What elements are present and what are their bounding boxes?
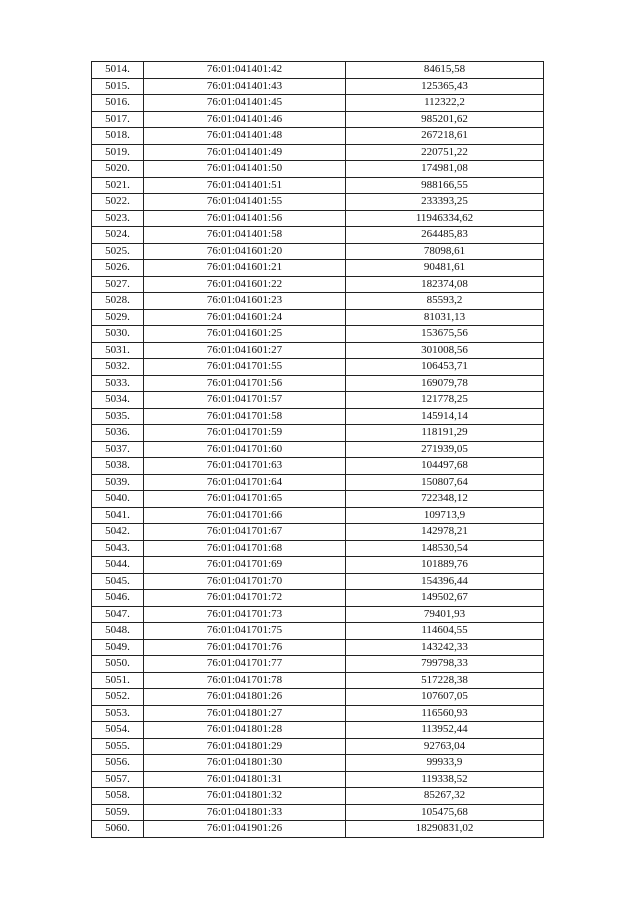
value-cell: 149502,67 (346, 590, 544, 607)
value-cell: 142978,21 (346, 524, 544, 541)
table-row (92, 540, 544, 557)
row-number-cell: 5047. (92, 606, 144, 623)
row-number-cell: 5041. (92, 507, 144, 524)
cadastral-number-cell: 76:01:041601:22 (144, 276, 346, 293)
row-number-cell: 5050. (92, 656, 144, 673)
value-cell: 79401,93 (346, 606, 544, 623)
row-number-cell: 5048. (92, 623, 144, 640)
cadastral-value-table (91, 61, 544, 838)
table-row (92, 78, 544, 95)
cadastral-number-cell: 76:01:041701:75 (144, 623, 346, 640)
cadastral-number-cell: 76:01:041401:51 (144, 177, 346, 194)
row-number-cell: 5043. (92, 540, 144, 557)
row-number-cell: 5021. (92, 177, 144, 194)
table-row (92, 62, 544, 79)
table-row (92, 177, 544, 194)
value-cell: 112322,2 (346, 95, 544, 112)
cadastral-number-cell: 76:01:041701:57 (144, 392, 346, 409)
table-row (92, 111, 544, 128)
table-row (92, 243, 544, 260)
value-cell: 119338,52 (346, 771, 544, 788)
cadastral-number-cell: 76:01:041701:64 (144, 474, 346, 491)
value-cell: 988166,55 (346, 177, 544, 194)
value-cell: 174981,08 (346, 161, 544, 178)
table-row (92, 606, 544, 623)
value-cell: 799798,33 (346, 656, 544, 673)
table-row (92, 738, 544, 755)
value-cell: 92763,04 (346, 738, 544, 755)
row-number-cell: 5038. (92, 458, 144, 475)
row-number-cell: 5028. (92, 293, 144, 310)
value-cell: 11946334,62 (346, 210, 544, 227)
row-number-cell: 5044. (92, 557, 144, 574)
value-cell: 85593,2 (346, 293, 544, 310)
table-row (92, 375, 544, 392)
table-row (92, 425, 544, 442)
value-cell: 84615,58 (346, 62, 544, 79)
cadastral-number-cell: 76:01:041801:32 (144, 788, 346, 805)
table-row (92, 276, 544, 293)
row-number-cell: 5055. (92, 738, 144, 755)
value-cell: 145914,14 (346, 408, 544, 425)
table-row (92, 557, 544, 574)
value-cell: 722348,12 (346, 491, 544, 508)
value-cell: 271939,05 (346, 441, 544, 458)
row-number-cell: 5016. (92, 95, 144, 112)
cadastral-number-cell: 76:01:041701:66 (144, 507, 346, 524)
row-number-cell: 5027. (92, 276, 144, 293)
value-cell: 114604,55 (346, 623, 544, 640)
cadastral-number-cell: 76:01:041801:26 (144, 689, 346, 706)
table-row (92, 507, 544, 524)
value-cell: 233393,25 (346, 194, 544, 211)
cadastral-number-cell: 76:01:041801:33 (144, 804, 346, 821)
table-row (92, 590, 544, 607)
row-number-cell: 5030. (92, 326, 144, 343)
cadastral-number-cell: 76:01:041401:49 (144, 144, 346, 161)
cadastral-number-cell: 76:01:041701:58 (144, 408, 346, 425)
row-number-cell: 5022. (92, 194, 144, 211)
table-row (92, 342, 544, 359)
value-cell: 148530,54 (346, 540, 544, 557)
value-cell: 106453,71 (346, 359, 544, 376)
table-row (92, 771, 544, 788)
value-cell: 81031,13 (346, 309, 544, 326)
cadastral-number-cell: 76:01:041701:65 (144, 491, 346, 508)
value-cell: 985201,62 (346, 111, 544, 128)
table-row (92, 293, 544, 310)
row-number-cell: 5015. (92, 78, 144, 95)
table-row (92, 260, 544, 277)
cadastral-number-cell: 76:01:041401:58 (144, 227, 346, 244)
row-number-cell: 5058. (92, 788, 144, 805)
cadastral-number-cell: 76:01:041401:46 (144, 111, 346, 128)
value-cell: 105475,68 (346, 804, 544, 821)
row-number-cell: 5052. (92, 689, 144, 706)
table-row (92, 689, 544, 706)
table-row (92, 359, 544, 376)
value-cell: 116560,93 (346, 705, 544, 722)
value-cell: 101889,76 (346, 557, 544, 574)
value-cell: 121778,25 (346, 392, 544, 409)
cadastral-number-cell: 76:01:041401:45 (144, 95, 346, 112)
table-row (92, 491, 544, 508)
value-cell: 99933,9 (346, 755, 544, 772)
cadastral-number-cell: 76:01:041701:77 (144, 656, 346, 673)
row-number-cell: 5019. (92, 144, 144, 161)
table-row (92, 441, 544, 458)
table-row (92, 804, 544, 821)
table-row (92, 210, 544, 227)
cadastral-number-cell: 76:01:041701:68 (144, 540, 346, 557)
value-cell: 220751,22 (346, 144, 544, 161)
row-number-cell: 5054. (92, 722, 144, 739)
row-number-cell: 5049. (92, 639, 144, 656)
table-row (92, 458, 544, 475)
row-number-cell: 5034. (92, 392, 144, 409)
cadastral-number-cell: 76:01:041701:56 (144, 375, 346, 392)
table-row (92, 144, 544, 161)
value-cell: 150807,64 (346, 474, 544, 491)
value-cell: 264485,83 (346, 227, 544, 244)
cadastral-number-cell: 76:01:041701:69 (144, 557, 346, 574)
value-cell: 125365,43 (346, 78, 544, 95)
table-row (92, 408, 544, 425)
table-row (92, 309, 544, 326)
row-number-cell: 5033. (92, 375, 144, 392)
cadastral-number-cell: 76:01:041601:27 (144, 342, 346, 359)
value-cell: 301008,56 (346, 342, 544, 359)
value-cell: 104497,68 (346, 458, 544, 475)
cadastral-number-cell: 76:01:041801:29 (144, 738, 346, 755)
cadastral-number-cell: 76:01:041401:50 (144, 161, 346, 178)
value-cell: 18290831,02 (346, 821, 544, 838)
row-number-cell: 5056. (92, 755, 144, 772)
value-cell: 107607,05 (346, 689, 544, 706)
cadastral-number-cell: 76:01:041601:25 (144, 326, 346, 343)
value-cell: 153675,56 (346, 326, 544, 343)
value-cell: 78098,61 (346, 243, 544, 260)
row-number-cell: 5053. (92, 705, 144, 722)
cadastral-number-cell: 76:01:041701:55 (144, 359, 346, 376)
table-row (92, 656, 544, 673)
row-number-cell: 5035. (92, 408, 144, 425)
cadastral-number-cell: 76:01:041801:31 (144, 771, 346, 788)
table-row (92, 227, 544, 244)
table-row (92, 161, 544, 178)
table-row (92, 95, 544, 112)
row-number-cell: 5017. (92, 111, 144, 128)
row-number-cell: 5037. (92, 441, 144, 458)
row-number-cell: 5039. (92, 474, 144, 491)
value-cell: 109713,9 (346, 507, 544, 524)
row-number-cell: 5040. (92, 491, 144, 508)
cadastral-number-cell: 76:01:041601:21 (144, 260, 346, 277)
row-number-cell: 5031. (92, 342, 144, 359)
cadastral-number-cell: 76:01:041801:30 (144, 755, 346, 772)
value-cell: 182374,08 (346, 276, 544, 293)
cadastral-number-cell: 76:01:041701:60 (144, 441, 346, 458)
cadastral-number-cell: 76:01:041701:59 (144, 425, 346, 442)
cadastral-number-cell: 76:01:041801:27 (144, 705, 346, 722)
cadastral-number-cell: 76:01:041901:26 (144, 821, 346, 838)
value-cell: 118191,29 (346, 425, 544, 442)
table-row (92, 672, 544, 689)
cadastral-number-cell: 76:01:041701:78 (144, 672, 346, 689)
table-row (92, 722, 544, 739)
row-number-cell: 5059. (92, 804, 144, 821)
table-row (92, 821, 544, 838)
row-number-cell: 5024. (92, 227, 144, 244)
row-number-cell: 5026. (92, 260, 144, 277)
row-number-cell: 5051. (92, 672, 144, 689)
table-row (92, 194, 544, 211)
value-cell: 169079,78 (346, 375, 544, 392)
table-row (92, 524, 544, 541)
row-number-cell: 5029. (92, 309, 144, 326)
value-cell: 143242,33 (346, 639, 544, 656)
cadastral-number-cell: 76:01:041401:48 (144, 128, 346, 145)
value-cell: 267218,61 (346, 128, 544, 145)
cadastral-number-cell: 76:01:041601:24 (144, 309, 346, 326)
cadastral-number-cell: 76:01:041701:76 (144, 639, 346, 656)
table-row (92, 392, 544, 409)
row-number-cell: 5045. (92, 573, 144, 590)
cadastral-number-cell: 76:01:041601:20 (144, 243, 346, 260)
row-number-cell: 5032. (92, 359, 144, 376)
table-row (92, 623, 544, 640)
row-number-cell: 5014. (92, 62, 144, 79)
value-cell: 154396,44 (346, 573, 544, 590)
cadastral-number-cell: 76:01:041701:70 (144, 573, 346, 590)
cadastral-number-cell: 76:01:041701:72 (144, 590, 346, 607)
cadastral-number-cell: 76:01:041701:67 (144, 524, 346, 541)
row-number-cell: 5025. (92, 243, 144, 260)
cadastral-number-cell: 76:01:041401:43 (144, 78, 346, 95)
table-row (92, 573, 544, 590)
table-body (92, 62, 544, 838)
row-number-cell: 5042. (92, 524, 144, 541)
cadastral-number-cell: 76:01:041701:73 (144, 606, 346, 623)
row-number-cell: 5018. (92, 128, 144, 145)
value-cell: 113952,44 (346, 722, 544, 739)
value-cell: 517228,38 (346, 672, 544, 689)
table-row (92, 474, 544, 491)
table-row (92, 755, 544, 772)
value-cell: 90481,61 (346, 260, 544, 277)
value-cell: 85267,32 (346, 788, 544, 805)
row-number-cell: 5046. (92, 590, 144, 607)
table-row (92, 705, 544, 722)
cadastral-number-cell: 76:01:041601:23 (144, 293, 346, 310)
row-number-cell: 5060. (92, 821, 144, 838)
cadastral-number-cell: 76:01:041801:28 (144, 722, 346, 739)
table-row (92, 788, 544, 805)
row-number-cell: 5020. (92, 161, 144, 178)
table-row (92, 128, 544, 145)
table-row (92, 639, 544, 656)
row-number-cell: 5057. (92, 771, 144, 788)
cadastral-number-cell: 76:01:041401:56 (144, 210, 346, 227)
row-number-cell: 5036. (92, 425, 144, 442)
cadastral-number-cell: 76:01:041401:42 (144, 62, 346, 79)
cadastral-number-cell: 76:01:041701:63 (144, 458, 346, 475)
cadastral-number-cell: 76:01:041401:55 (144, 194, 346, 211)
row-number-cell: 5023. (92, 210, 144, 227)
table-row (92, 326, 544, 343)
